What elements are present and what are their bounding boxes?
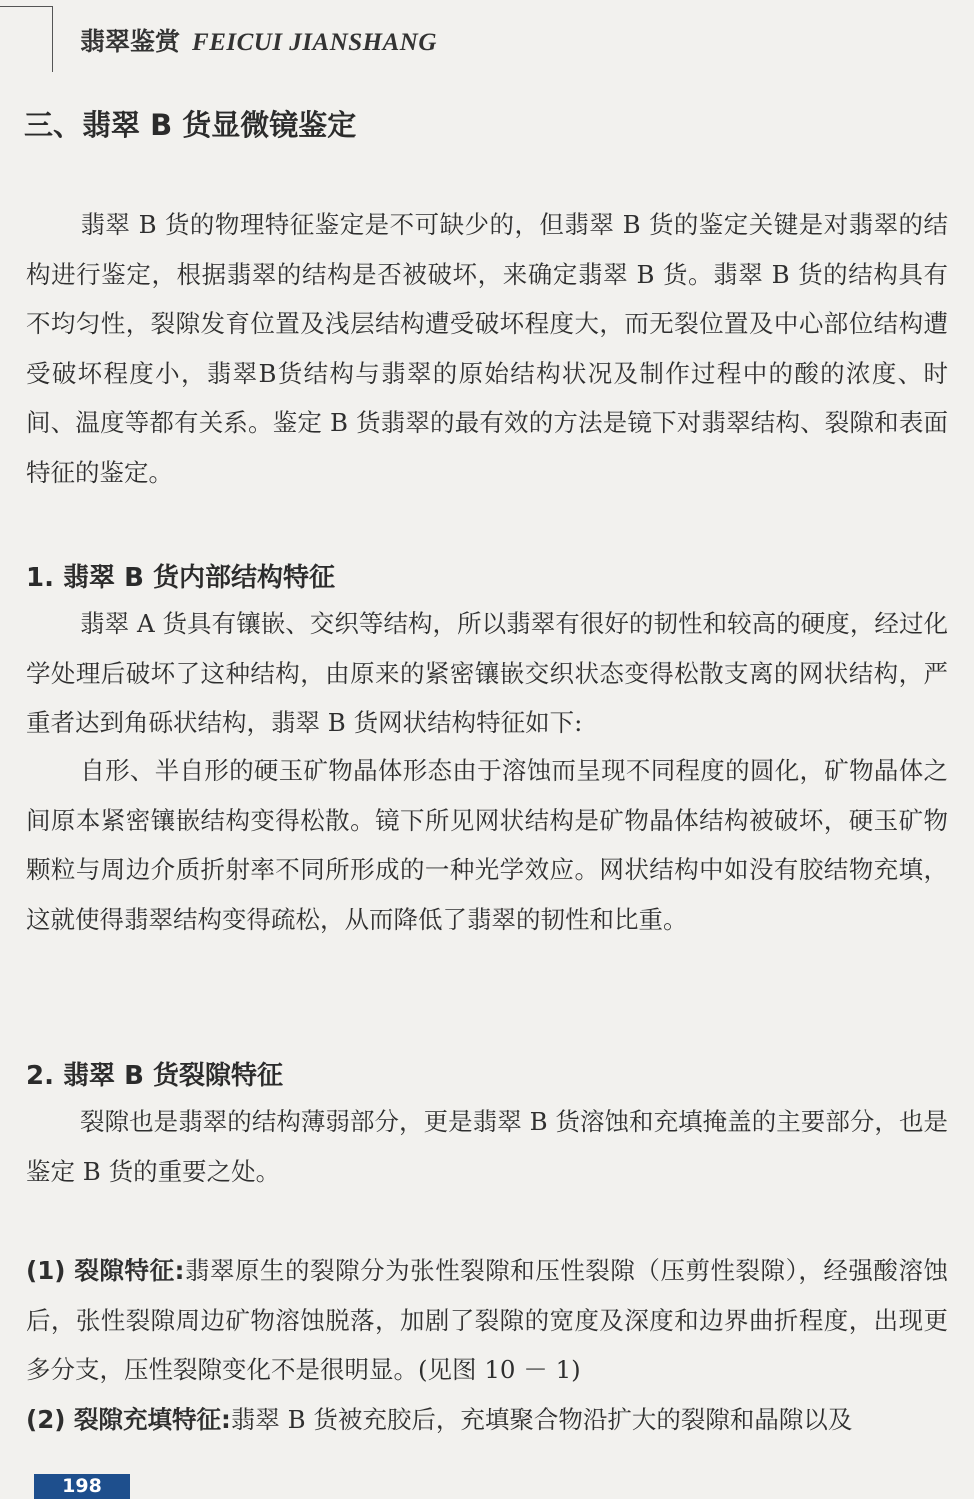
subsection-1-paragraph-1-text: 翡翠 A 货具有镶嵌、交织等结构，所以翡翠有很好的韧性和较高的硬度，经过化学处理后破坏了这种结构，由原来的紧密镶嵌交织状态变得松散支离的网状结构，严重者达到角砾状结构，翡翠 B 货网状结构特征如下: bbox=[26, 609, 948, 738]
subsection-2-title: 2. 翡翠 B 货裂隙特征 bbox=[26, 1061, 283, 1091]
subsection-2-paragraph-1-text: 裂隙也是翡翠的结构薄弱部分，更是翡翠 B 货溶蚀和充填掩盖的主要部分，也是鉴定 B 货的重要之处。 bbox=[26, 1107, 948, 1186]
running-head bbox=[80, 22, 437, 58]
intro-text: 翡翠 B 货的物理特征鉴定是不可缺少的，但翡翠 B 货的鉴定关键是对翡翠的结构进行鉴定，根据翡翠的结构是否被破坏，来确定翡翠 B 货。翡翠 B 货的结构具有不均匀性，裂隙发育位置及浅层结构遭受破坏程度大，而无裂位置及中心部位结构遭受破坏程度小，翡翠B货结构与翡翠的原始结构状况及制作过程中的酸的浓度、时间、温度等都有关系。鉴定 B 货翡翠的最有效的方法是镜下对翡翠结构、裂隙和表面特征的鉴定。 bbox=[26, 210, 948, 487]
section-title: 三、翡翠 B 货显微镜鉴定 bbox=[24, 108, 357, 142]
subsection-2-paragraph-1 bbox=[26, 1097, 948, 1196]
crack-filling-item bbox=[26, 1395, 948, 1445]
subsection-1-paragraph-2-text: 自形、半自形的硬玉矿物晶体形态由于溶蚀而呈现不同程度的圆化，矿物晶体之间原本紧密镶嵌结构变得松散。镜下所见网状结构是矿物晶体结构被破坏，硬玉矿物颗粒与周边介质折射率不同所形成的一种光学效应。网状结构中如没有胶结物充填，这就使得翡翠结构变得疏松，从而降低了翡翠的韧性和比重。 bbox=[26, 756, 948, 934]
crack-feature-item bbox=[26, 1246, 948, 1395]
page-number: 198 bbox=[34, 1474, 130, 1499]
crack-feature-text: 翡翠原生的裂隙分为张性裂隙和压性裂隙（压剪性裂隙），经强酸溶蚀后，张性裂隙周边矿物溶蚀脱落，加剧了裂隙的宽度及深度和边界曲折程度，出现更多分支，压性裂隙变化不是很明显。(见图 10 － 1) bbox=[26, 1256, 948, 1385]
header-rule-horizontal bbox=[0, 6, 52, 7]
crack-filling-label: (2) 裂隙充填特征: bbox=[26, 1405, 231, 1434]
subsection-1-title: 1. 翡翠 B 货内部结构特征 bbox=[26, 563, 335, 593]
running-head-chinese: 翡翠鉴赏 bbox=[80, 27, 181, 56]
running-head-pinyin: FEICUI JIANSHANG bbox=[192, 29, 437, 56]
subsection-1-paragraph-2 bbox=[26, 746, 948, 944]
subsection-1-paragraph-1 bbox=[26, 599, 948, 748]
crack-feature-label: (1) 裂隙特征: bbox=[26, 1256, 185, 1285]
crack-filling-text: 翡翠 B 货被充胶后，充填聚合物沿扩大的裂隙和晶隙以及 bbox=[230, 1405, 853, 1434]
header-rule-vertical bbox=[52, 6, 53, 72]
intro-paragraph bbox=[26, 200, 948, 498]
